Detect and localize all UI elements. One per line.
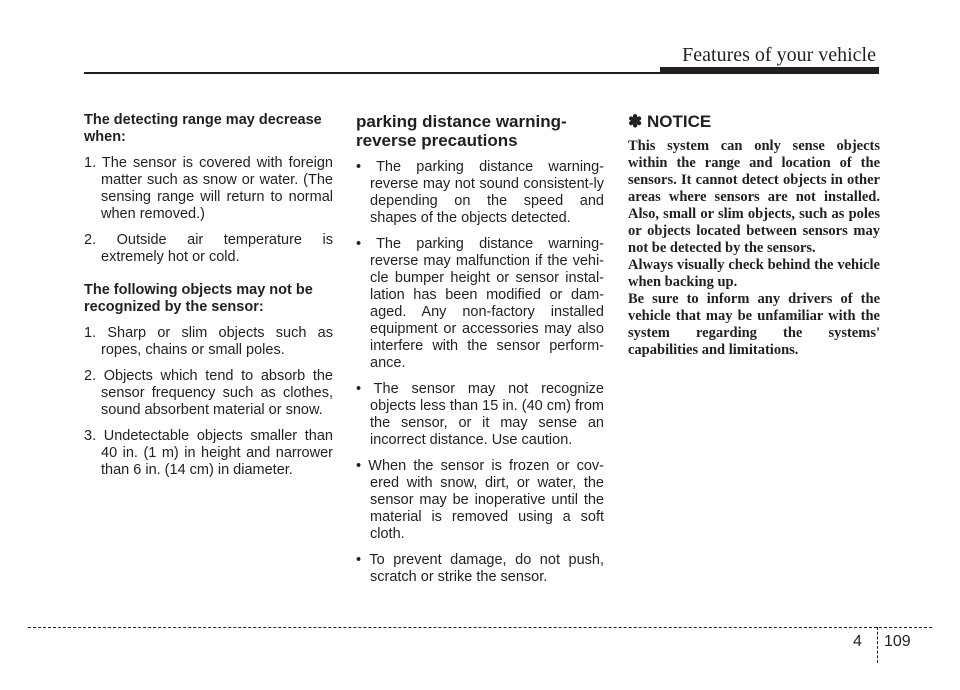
objects-item: 1. Sharp or slim objects such as ropes, chains or small poles. [84,325,333,358]
header-rule-accent [660,67,879,73]
column-right [628,112,880,359]
chapter-number: 4 [853,633,862,650]
precaution-bullet: • The parking distance warning-reverse may malfunction if the vehi-cle bumper height or sensor instal-lation has been modified or dam-aged. Any non-factory installed equipment or accessories may also interfere with the sensor perform-ance. [356,236,604,371]
range-item: 2. Outside air temperature is extremely hot or cold. [84,232,333,265]
notice-paragraph: This system can only sense objects within the range and location of the sensors. It cannot detect objects in other areas where sensors are not installed. Also, small or slim objects, such as poles or objects located between sensors may not be detected by the sensors. [628,138,880,256]
notice-paragraph: Be sure to inform any drivers of the vehicle that may be unfamiliar with the system regarding the systems' capabilities and limitations. [628,291,880,358]
objects-heading: The following objects may not be recognized by the sensor: [84,282,313,315]
objects-item: 3. Undetectable objects smaller than 40 in. (1 m) in height and narrower than 6 in. (14 cm) in diameter. [84,428,333,478]
header-title: Features of your vehicle [682,44,876,66]
objects-item: 2. Objects which tend to absorb the sensor frequency such as clothes, sound absorbent material or snow. [84,368,333,418]
precaution-bullet: • To prevent damage, do not push, scratch or strike the sensor. [356,552,604,585]
precaution-bullet: • The sensor may not recognize objects less than 15 in. (40 cm) from the sensor, or it may sense an incorrect distance. Use caution. [356,381,604,448]
precautions-title: parking distance warning-reverse precautions [356,112,567,150]
notice-title: ✽ NOTICE [628,112,712,131]
column-middle [356,112,604,595]
footer-separator [877,627,878,663]
footer-rule [28,627,932,628]
precaution-bullet: • When the sensor is frozen or cov-ered with snow, dirt, or water, the sensor may be inoperative until the material is removed using a soft cloth. [356,458,604,542]
notice-paragraph: Always visually check behind the vehicle when backing up. [628,257,880,290]
range-item: 1. The sensor is covered with foreign matter such as snow or water. (The sensing range will return to normal when removed.) [84,155,333,222]
page-number: 109 [884,633,911,650]
precaution-bullet: • The parking distance warning-reverse may not sound consistent-ly depending on the speed and shapes of the objects detected. [356,159,604,226]
column-left [84,112,333,488]
range-heading: The detecting range may decrease when: [84,112,322,145]
